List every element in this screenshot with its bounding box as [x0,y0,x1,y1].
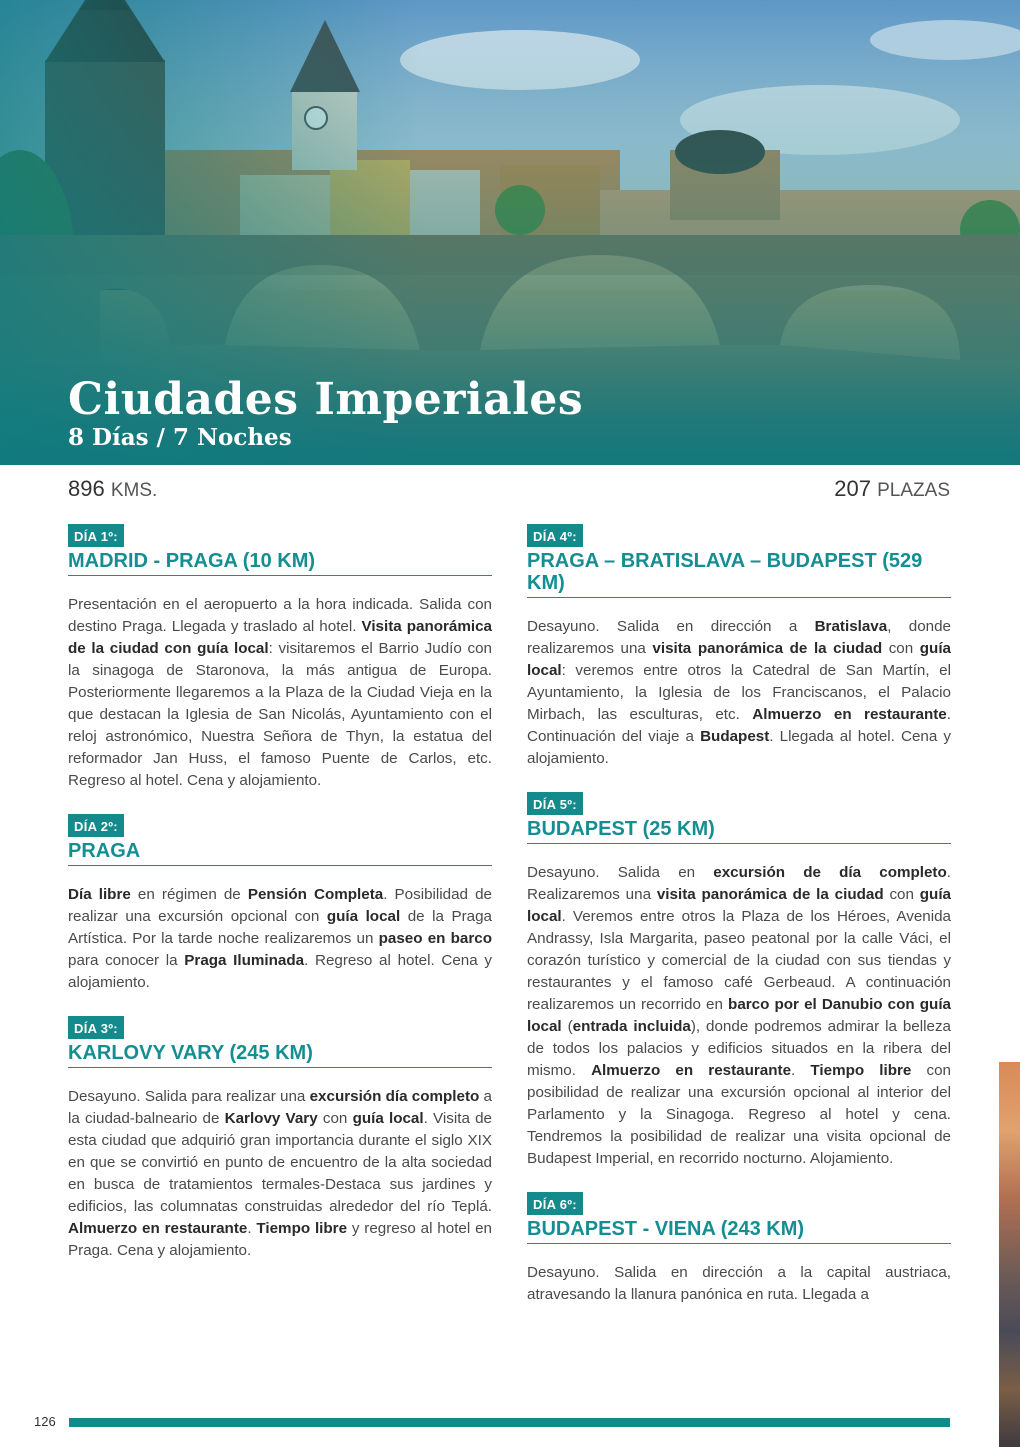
day-description: Desayuno. Salida en dirección a Bratislava, donde realizaremos una visita panorámica de la ciudad con guía local: veremos entre otros la Catedral de San Martín, el Ayuntamiento, la Iglesia de los Franciscanos, el Palacio Mirbach, las esculturas, etc. Almuerzo en restaurante. Continuación del viaje a Budapest. Llegada al hotel. Cena y alojamiento. [527,618,952,767]
seats-value: 207 [834,476,871,501]
day-title: BUDAPEST - VIENA (243 KM) [527,1218,951,1244]
day-description: Desayuno. Salida para realizar una excursión día completo a la ciudad-balneario de Karlovy Vary con guía local. Visita de esta ciudad que adquirió gran importancia durante el siglo XIX en que se convirtió en punto de encuentro de la alta sociedad en busca de tratamientos termales-Destaca sus jardines y edificios, las columnatas construidas alrededor del río Teplá. Almuerzo en restaurante. Tiempo libre y regreso al hotel en Praga. Cena y alojamiento. [68,1088,493,1259]
itinerary-column-left [68,524,492,1284]
day-description: Presentación en el aeropuerto a la hora indicada. Salida con destino Praga. Llegada y traslado al hotel. Visita panorámica de la ciudad con guía local: visitaremos el Barrio Judío con la sinagoga de Staronova, la más antigua de Europa. Posteriormente llegaremos a la Plaza de la Ciudad Vieja en la que destacan la Iglesia de San Nicolás, Ayuntamiento con el reloj astronómico, Nuestra Señora de Thyn, la estatua del reformador Jan Huss, el famoso Puente de Carlos, etc. Regreso al hotel. Cena y alojamiento. [68,596,493,789]
day-2-section [68,814,492,994]
day-title: BUDAPEST (25 KM) [527,818,951,844]
day-badge: DÍA 5º: [527,792,583,815]
hero-photo [0,0,1020,465]
distance-stat [68,476,157,502]
day-6-section [527,1192,951,1306]
day-title: PRAGA – BRATISLAVA – BUDAPEST (529 KM) [527,550,951,598]
day-badge: DÍA 2º: [68,814,124,837]
day-badge: DÍA 3º: [68,1016,124,1039]
day-description: Día libre en régimen de Pensión Completa. Posibilidad de realizar una excursión opcional con guía local de la Praga Artística. Por la tarde noche realizaremos un paseo en barco para conocer la Praga Iluminada. Regreso al hotel. Cena y alojamiento. [68,886,492,991]
seats-unit: PLAZAS [877,480,950,501]
distance-unit: KMS. [110,480,158,501]
day-badge: DÍA 4º: [527,524,583,547]
day-description: Desayuno. Salida en dirección a la capital austriaca, atravesando la llanura panónica en ruta. Llegada a [527,1264,951,1303]
day-4-section [527,524,951,770]
next-page-photo-edge [999,1062,1020,1447]
page-number: 126 [34,1414,56,1429]
distance-value: 896 [68,476,105,501]
day-5-section [527,792,951,1170]
day-title: KARLOVY VARY (245 KM) [68,1042,492,1068]
day-title: MADRID - PRAGA (10 KM) [68,550,492,576]
day-1-section [68,524,492,792]
itinerary-column-right [527,524,951,1328]
day-description: Desayuno. Salida en excursión de día completo. Realizaremos una visita panorámica de la ciudad con guía local. Veremos entre otros la Plaza de los Héroes, Avenida Andrassy, Isla Margarita, paseo peatonal por la calle Váci, el corazón turístico y comercial de la ciudad con sus tiendas y restaurantes y el famoso café Gerbeaud. A continuación realizaremos un recorrido en barco por el Danubio con guía local (entrada incluida), donde podremos admirar la belleza de todos los palacios y edificios situados en la ribera del mismo. Almuerzo en restaurante. Tiempo libre con posibilidad de realizar una excursión opcional al interior del Parlamento y la Sinagoga. Regreso al hotel y cena. Tendremos la posibilidad de realizar una visita opcional de Budapest Imperial, en recorrido nocturno. Alojamiento. [527,864,951,1167]
day-3-section [68,1016,492,1262]
seats-stat [834,476,950,502]
footer-bar [69,1418,950,1427]
tour-title: Ciudades Imperiales [68,374,584,425]
day-title: PRAGA [68,840,492,866]
tour-duration: 8 Días / 7 Noches [68,424,292,451]
day-badge: DÍA 6º: [527,1192,583,1215]
day-badge: DÍA 1º: [68,524,124,547]
